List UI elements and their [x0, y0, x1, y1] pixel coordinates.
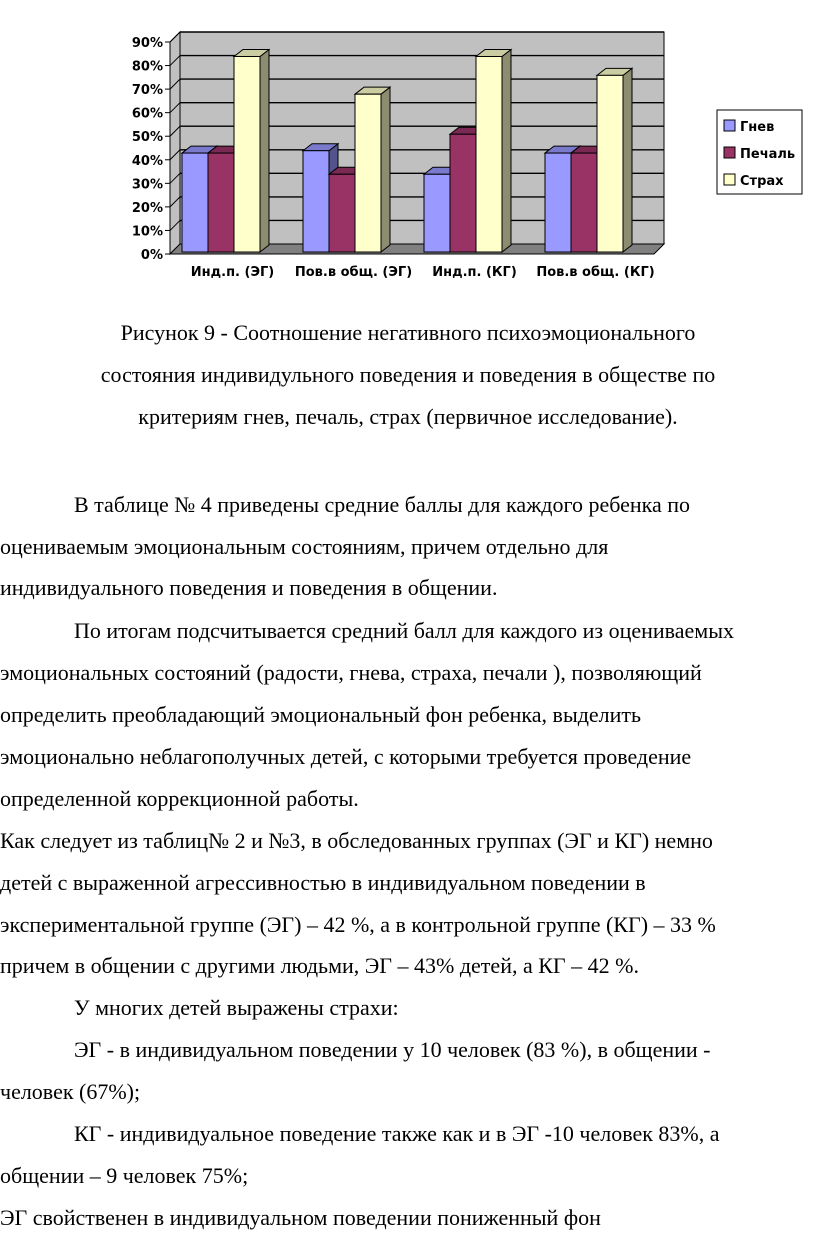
bar: [597, 68, 632, 252]
paragraph-line: В таблице № 4 приведены средние баллы для каждого ребенка по: [74, 492, 691, 517]
legend-swatch: [724, 120, 735, 131]
bar-front: [234, 56, 260, 252]
bar-front: [597, 75, 623, 252]
side-wall: [170, 32, 180, 254]
y-tick-label: 80%: [131, 59, 163, 75]
paragraph-line: определенной коррекционной работы.: [0, 786, 359, 811]
paragraph-line: ЭГ свойственен в индивидуальном поведении пониженный фон: [0, 1205, 601, 1230]
bar-front: [450, 134, 476, 252]
bar-front: [355, 94, 381, 252]
paragraph-line: КГ - индивидуальное поведение также как и в ЭГ -10 человек 83%, а: [74, 1121, 720, 1146]
paragraph-line: детей с выраженной агрессивностью в индивидуальном поведении в: [0, 870, 646, 895]
x-tick-label: Пов.в общ. (ЭГ): [294, 265, 413, 280]
chart-legend: [717, 110, 802, 194]
bar-front: [303, 151, 329, 252]
bar-front: [424, 174, 450, 252]
x-tick-label: Инд.п. (ЭГ): [190, 265, 275, 280]
bar-front: [545, 153, 571, 252]
y-tick-label: 0%: [140, 248, 163, 263]
bar-chart: [0, 0, 816, 300]
legend-swatch: [724, 147, 735, 158]
paragraph-line: эмоционально неблагополучных детей, с которыми требуется проведение: [0, 744, 692, 769]
paragraph-line: общении – 9 человек 75%;: [0, 1163, 249, 1188]
legend-label: Страх: [740, 174, 784, 189]
bar-front: [182, 153, 208, 252]
y-tick-label: 60%: [131, 106, 163, 122]
paragraph-line: ЭГ - в индивидуальном поведении у 10 человек (83 %), в общении -: [74, 1037, 711, 1062]
paragraph-line: индивидуального поведения и поведения в общении.: [0, 575, 498, 600]
x-tick-label: Инд.п. (КГ): [432, 265, 517, 280]
figure-caption: [0, 312, 816, 438]
legend-label: Печаль: [740, 147, 796, 162]
y-tick-label: 30%: [131, 177, 163, 193]
paragraph-line: определить преобладающий эмоциональный фон ребенка, выделить: [0, 702, 642, 727]
x-tick-label: Пов.в общ. (КГ): [536, 265, 655, 280]
paragraph-line: По итогам подсчитывается средний балл для каждого из оцениваемых: [74, 618, 734, 643]
bar: [355, 87, 390, 252]
bar-side: [623, 68, 632, 252]
bar: [476, 49, 511, 252]
y-tick-label: 10%: [131, 224, 163, 240]
y-tick-label: 90%: [131, 36, 163, 51]
paragraph-line: экспериментальной группе (ЭГ) – 42 %, а в контрольной группе (КГ) – 33 %: [0, 912, 716, 937]
y-tick-label: 40%: [131, 153, 163, 169]
legend-swatch: [724, 174, 735, 185]
y-tick-label: 70%: [131, 83, 163, 99]
x-axis-labels: [191, 265, 655, 280]
caption-line-2: состояния индивидульного поведения и поведения в обществе по: [100, 362, 716, 387]
y-tick-label: 20%: [131, 200, 163, 216]
bar-front: [476, 56, 502, 252]
bar: [234, 49, 269, 252]
bar-side: [381, 87, 390, 252]
paragraph-line: причем в общении с другими людьми, ЭГ – 43% детей, а КГ – 42 %.: [0, 953, 639, 978]
paragraph-line: У многих детей выражены страхи:: [74, 995, 399, 1020]
bar-side: [260, 49, 269, 252]
bar-front: [571, 153, 597, 252]
y-tick-label: 50%: [131, 130, 163, 146]
paragraph-line: человек (67%);: [0, 1079, 141, 1104]
bar-front: [329, 174, 355, 252]
bar-side: [502, 49, 511, 252]
caption-line-3: критериям гнев, печаль, страх (первичное исследование).: [138, 404, 678, 429]
legend-label: Гнев: [740, 120, 775, 135]
caption-line-1: Рисунок 9 - Соотношение негативного психоэмоционального: [120, 320, 696, 345]
paragraph-line: Как следует из таблиц№ 2 и №3, в обследованных группах (ЭГ и КГ) немно: [0, 828, 713, 853]
y-axis-ticks: [132, 36, 170, 263]
paragraph-line: эмоциональных состояний (радости, гнева, страха, печали ), позволяющий: [0, 660, 702, 685]
bar-front: [208, 153, 234, 252]
paragraph-line: оцениваемым эмоциональным состояниям, причем отдельно для: [0, 534, 609, 559]
